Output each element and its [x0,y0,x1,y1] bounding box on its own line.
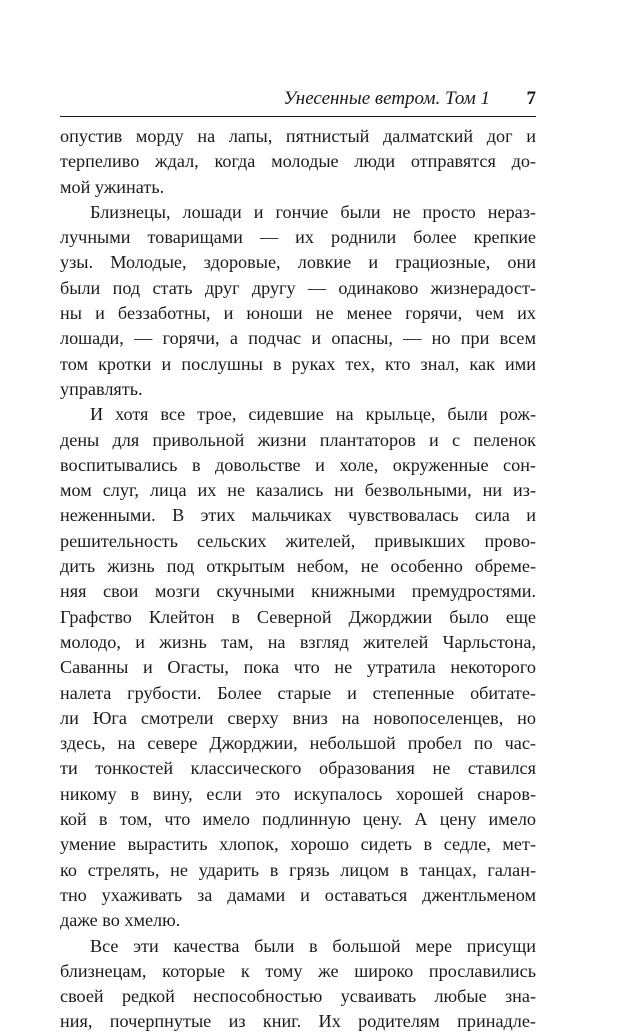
text-line: неженными. В этих мальчиках чувствовалась сила и [60,505,536,526]
text-line: воспитывались в довольстве и холе, окруженные сон- [60,454,536,475]
text-line: здесь, на севере Джорджии, небольшой пробел по час- [60,733,536,754]
body-text [60,124,536,1035]
text-line: решительность сельских жителей, привыкших прово- [60,530,536,551]
text-line: были под стать друг другу — одинаково жизнерадост- [60,277,536,298]
text-line: кой в том, что имело подлинную цену. А цену имело [60,809,536,830]
text-line: умение вырастить хлопок, хорошо сидеть в седле, мет- [60,834,536,855]
text-line: Графство Клейтон в Северной Джорджии было еще [60,606,536,627]
page-number: 7 [526,88,536,109]
text-line: даже во хмелю. [60,910,181,931]
text-line: никому в вину, если это искупалось хорошей снаров- [60,783,536,804]
text-line: ко стрелять, не ударить в грязь лицом в танцах, галан- [60,859,536,880]
text-line: дить жизнь под открытым небом, не особенно обреме- [60,556,536,577]
text-line: Все эти качества были в большой мере присущи [90,935,536,956]
text-line: лучными товарищами — их роднили более крепкие [60,227,536,248]
text-line: няя свои мозги скучными книжными премудростями. [60,581,536,602]
text-line: близнецам, которые к тому же широко прославились [60,960,536,981]
text-line: налета грубости. Более старые и степенные обитате- [60,682,536,703]
header-divider [60,116,536,117]
text-line: ны и беззаботны, и юноши не менее горячи, чем их [60,303,536,324]
text-line: молодо, и жизнь там, на взгляд жителей Чарльстона, [60,631,536,652]
text-line: мой ужинать. [60,176,165,197]
text-line: тно ухаживать за дамами и оставаться джентльменом [60,884,536,905]
text-line: узы. Молодые, здоровые, ловкие и грациозные, они [60,252,536,273]
text-line: своей редкой неспособностью усваивать любые зна- [60,986,536,1007]
text-line: ния, почерпнутые из книг. Их родителям принадле- [60,1011,536,1032]
text-line: мом слуг, лица их не казались ни безвольными, ни из- [60,480,536,501]
text-line: дены для привольной жизни плантаторов и с пеленок [60,429,536,450]
book-title-header: Унесенные ветром. Том 1 [283,88,490,109]
text-line: терпеливо ждал, когда молодые люди отправятся до- [60,151,536,172]
text-line: Саванны и Огасты, пока что не утратила некоторого [60,657,536,678]
text-line: лошади, — горячи, а подчас и опасны, — но при всем [60,328,536,349]
text-line: управлять. [60,378,143,399]
running-header [60,84,536,114]
text-line: И хотя все трое, сидевшие на крыльце, были рож- [90,404,536,425]
text-line: опустив морду на лапы, пятнистый далматский дог и [60,126,536,146]
text-line: ли Юга смотрели сверху вниз на новопоселенцев, но [60,707,536,728]
text-line: Близнецы, лошади и гончие были не просто нераз- [90,201,536,222]
text-line: ти тонкостей классического образования не ставился [60,758,536,779]
text-line: том кротки и послушны в руках тех, кто знал, как ими [60,353,536,374]
